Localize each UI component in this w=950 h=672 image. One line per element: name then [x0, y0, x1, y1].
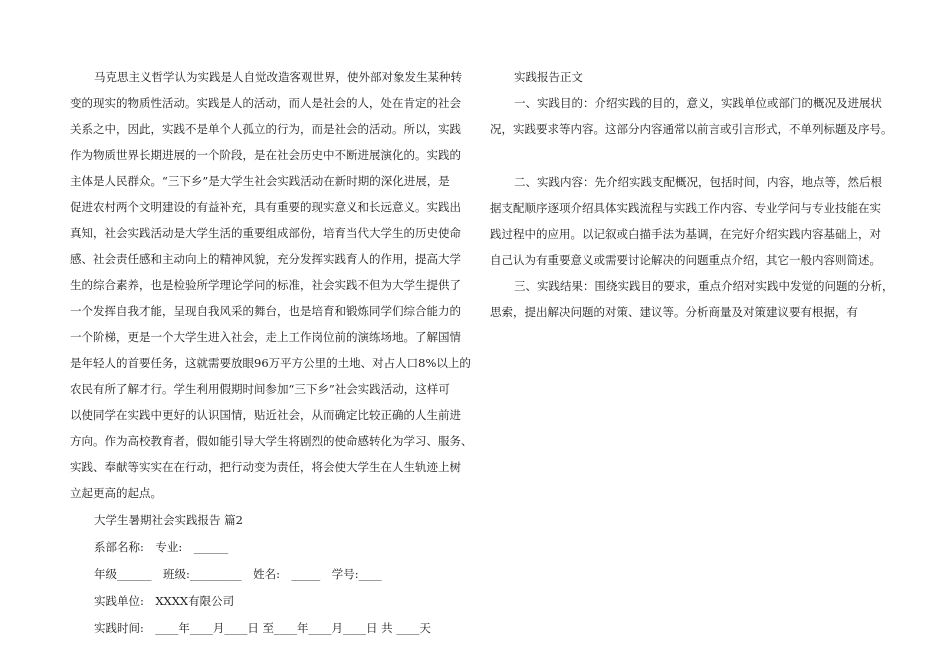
- paragraph-line-1: 马克思主义哲学认为实践是人自觉改造客观世界，使外部对象发生某种转: [94, 70, 462, 84]
- paragraph-line-2: 变的现实的物质性活动。实践是人的活动，而人是社会的人，处在肯定的社会: [70, 96, 461, 110]
- right-line-3: 二、实践内容：先介绍实践支配概况，包括时间，内容，地点等，然后根: [514, 175, 882, 189]
- form-line-unit: 实践单位: XXXX有限公司: [94, 594, 235, 608]
- form-line-grade: 年级______ 班级:_________ 姓名: _____ 学号:____: [94, 567, 382, 581]
- right-heading: 实践报告正文: [514, 70, 583, 84]
- right-line-2: 况，实践要求等内容。这部分内容通常以前言或引言形式，不单列标题及序号。: [490, 122, 893, 136]
- paragraph-line-17: 立起更高的起点。: [70, 486, 162, 500]
- paragraph-line-8: 感、社会责任感和主动向上的精神风貌，充分发挥实践育人的作用，提高大学: [70, 252, 461, 266]
- paragraph-line-7: 真知，社会实践活动是大学生活的重要组成部份，培育当代大学生的历史使命: [70, 226, 461, 240]
- right-line-5: 践过程中的应用。以记叙或白描手法为基调，在完好介绍实践内容基础上，对: [490, 227, 881, 241]
- paragraph-line-16: 实践、奉献等实实在在行动，把行动变为责任，将会使大学生在人生轨迹上树: [70, 460, 461, 474]
- right-line-8: 思索，提出解决问题的对策、建议等。分析商量及对策建议要有根据，有: [490, 305, 858, 319]
- paragraph-line-13: 农民有所了解才行。学生利用假期时间参加“三下乡”社会实践活动，这样可: [70, 382, 450, 396]
- form-line-time: 实践时间: ____年____月____日 至____年____月____日 共 ____天: [94, 621, 431, 635]
- paragraph-line-11: 一个阶梯，更是一个大学生进入社会，走上工作岗位前的演练场地。了解国情: [70, 330, 461, 344]
- paragraph-line-6: 促进农村两个文明建设的有益补充，具有重要的现实意义和长远意义。实践出: [70, 200, 461, 214]
- paragraph-line-12: 是年轻人的首要任务，这就需要放眼96万平方公里的土地、对占人口8%以上的: [70, 356, 471, 370]
- form-line-department: 系部名称: 专业: ______: [94, 540, 229, 554]
- section-heading: 大学生暑期社会实践报告 篇2: [94, 513, 243, 527]
- right-line-1: 一、实践目的：介绍实践的目的，意义，实践单位或部门的概况及进展状: [514, 96, 882, 110]
- paragraph-line-9: 生的综合素养，也是检验所学理论学问的标准，社会实践不但为大学生提供了: [70, 278, 461, 292]
- paragraph-line-4: 作为物质世界长期进展的一个阶段，是在社会历史中不断进展演化的。实践的: [70, 148, 461, 162]
- paragraph-line-15: 方向。作为高校教育者，假如能引导大学生将剧烈的使命感转化为学习、服务、: [70, 434, 473, 448]
- right-line-6: 自己认为有重要意义或需要讨论解决的问题重点介绍，其它一般内容则简述。: [490, 253, 881, 267]
- right-line-4: 据支配顺序逐项介绍具体实践流程与实践工作内容、专业学问与专业技能在实: [490, 201, 881, 215]
- paragraph-line-3: 关系之中，因此，实践不是单个人孤立的行为，而是社会的活动。所以，实践: [70, 122, 461, 136]
- paragraph-line-14: 以使同学在实践中更好的认识国情，贴近社会，从而确定比较正确的人生前进: [70, 408, 461, 422]
- paragraph-line-5: 主体是人民群众。“三下乡”是大学生社会实践活动在新时期的深化进展，是: [70, 174, 450, 188]
- right-line-7: 三、实践结果：围绕实践目的要求，重点介绍对实践中发觉的问题的分析，: [514, 279, 894, 293]
- paragraph-line-10: 一个发挥自我才能，呈现自我风采的舞台，也是培育和锻炼同学们综合能力的: [70, 304, 461, 318]
